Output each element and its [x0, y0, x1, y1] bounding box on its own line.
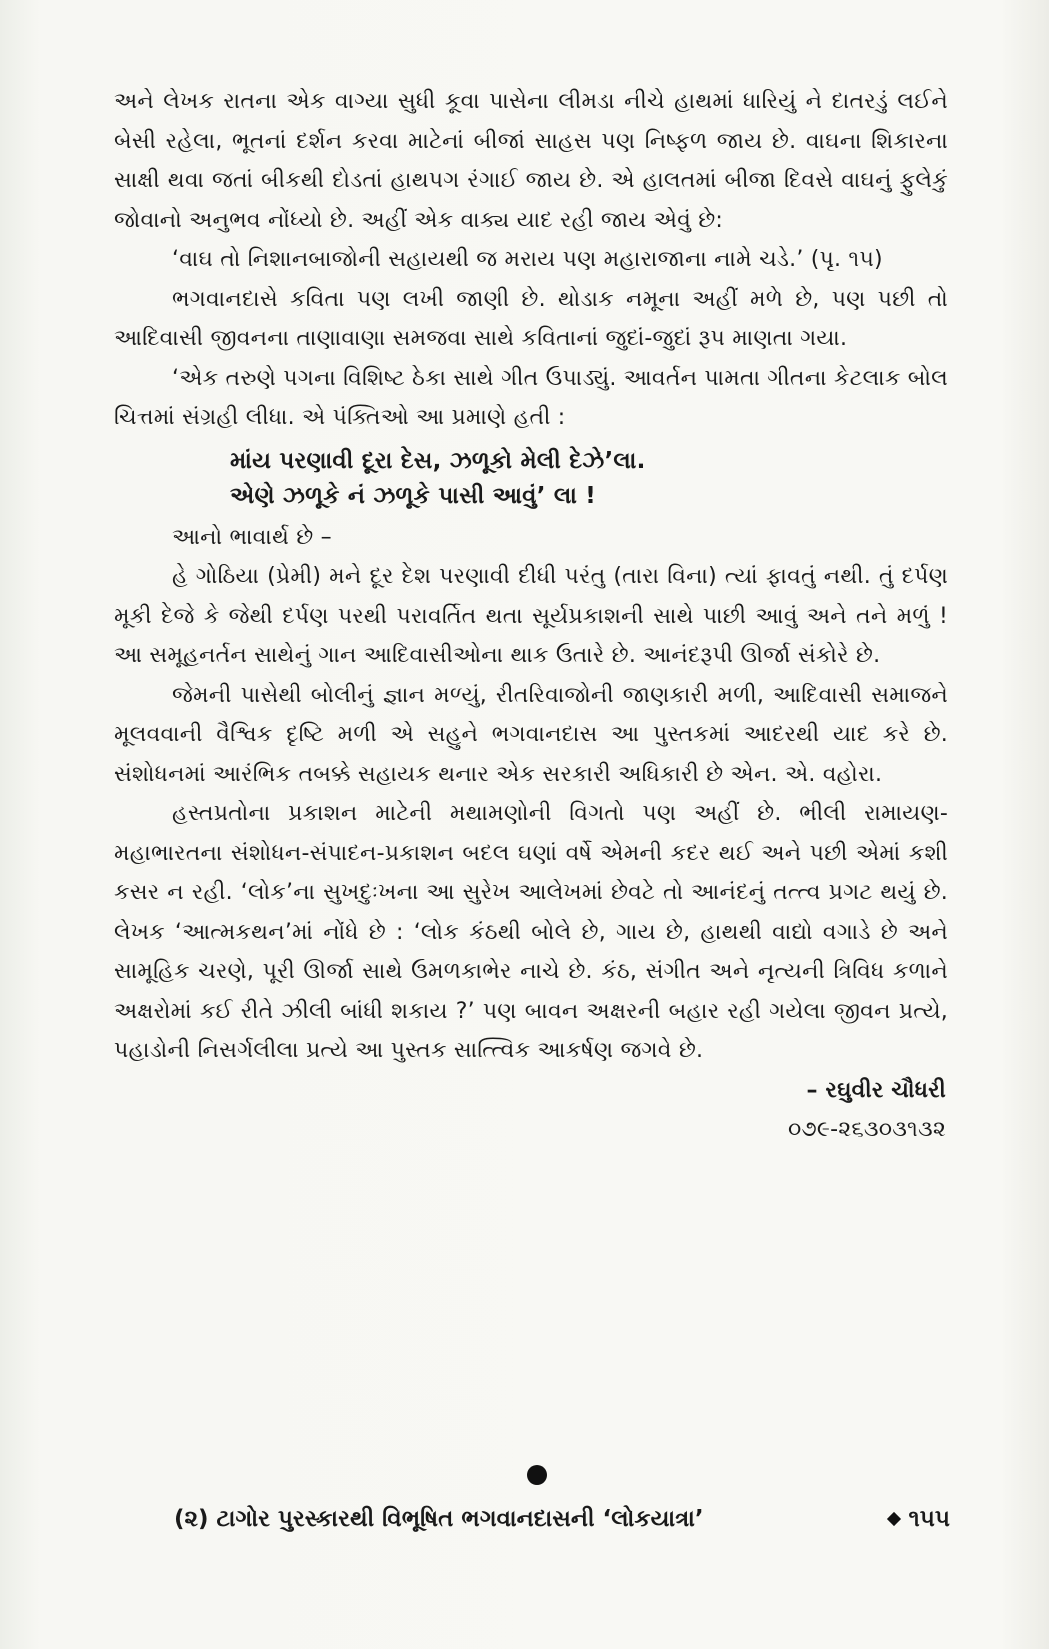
- paragraph-5: હસ્તપ્રતોના પ્રકાશન માટેની મથામણોની વિગતો પણ અહીં છે. ભીલી રામાયણ-મહાભારતના સંશોધન-સંપાદન-પ્રકાશન બદલ ઘણાં વર્ષે એમની કદર થઈ અને પછી એમાં કશી કસર ન રહી. ‘લોક’ના સુખદુઃખના આ સુરેખ આલેખમાં છેવટે તો આનંદનું તત્ત્વ પ્રગટ થયું છે. લેખક ‘આત્મકથન’માં નોંધે છે : ‘લોક કંઠથી બોલે છે, ગાય છે, હાથથી વાદ્યો વગાડે છે અને સામૂહિક ચરણે, પૂરી ઊર્જા સાથે ઉમળકાભેર નાચે છે. કંઠ, સંગીત અને નૃત્યની ત્રિવિધ કળાને અક્ષરોમાં કઈ રીતે ઝીલી બાંધી શકાય ?’ પણ બાવન અક્ષરની બહાર રહી ગયેલા જીવન પ્રત્યે, પહાડોની નિસર્ગલીલા પ્રત્યે આ પુસ્તક સાત્ત્વિક આકર્ષણ જગવે છે.: [114, 801, 948, 1063]
- section-end-bullet-icon: [527, 1465, 547, 1485]
- body-text: [114, 82, 948, 1150]
- paragraph-3: હે ગોઠિયા (પ્રેમી) મને દૂર દેશ પરણાવી દીધી પરંતુ (તારા વિના) ત્યાં ફાવતું નથી. તું દર્પણ મૂકી દેજે કે જેથી દર્પણ પરથી પરાવર્તિત થતા સૂર્યપ્રકાશની સાથે પાછી આવું અને તને મળું ! આ સમૂહનર્તન સાથેનું ગાન આદિવાસીઓના થાક ઉતારે છે. આનંદરૂપી ઊર્જા સંકોરે છે.: [114, 564, 948, 668]
- poem-line-1: માંય પરણાવી દૂરા દેસ, ઝળૂકો મેલી દેઝે’લા.: [230, 447, 646, 474]
- poem: [114, 444, 948, 514]
- page-footer: [174, 1506, 950, 1532]
- meaning-intro: આનો ભાવાર્થ છે –: [172, 524, 332, 550]
- author-signature: – રઘુવીર ચૌધરી: [806, 1077, 946, 1103]
- poem-line-2: એણે ઝળૂકે નં ઝળૂકે પાસી આવું’ લા !: [230, 482, 596, 509]
- author-phone: ૦૭૯-૨૬૩૦૩૧૩૨: [787, 1117, 946, 1142]
- paragraph-2: ભગવાનદાસે કવિતા પણ લખી જાણી છે. થોડાક નમૂના અહીં મળે છે, પણ પછી તો આદિવાસી જીવનના તાણાવાણા સમજવા સાથે કવિતાનાં જુદાં-જુદાં રૂપ માણતા ગયા.: [114, 286, 948, 351]
- quote-1: ‘વાઘ તો નિશાનબાજોની સહાયથી જ મરાય પણ મહારાજાના નામે ચડે.’ (પૃ. ૧૫): [172, 247, 883, 272]
- paragraph-1: અને લેખક રાતના એક વાગ્યા સુધી કૂવા પાસેના લીમડા નીચે હાથમાં ધારિયું ને દાતરડું લઈને બેસી રહેલા, ભૂતનાં દર્શન કરવા માટેનાં બીજાં સાહસ પણ નિષ્ફળ જાય છે. વાઘના શિકારના સાક્ષી થવા જતાં બીકથી દોડતાં હાથપગ રંગાઈ જાય છે. એ હાલતમાં બીજા દિવસે વાઘનું ફુલેકું જોવાનો અનુભવ નોંધ્યો છે. અહીં એક વાક્ય યાદ રહી જાય એવું છે:: [114, 89, 948, 233]
- quote-2: ‘એક તરુણે પગના વિશિષ્ટ ઠેકા સાથે ગીત ઉપાડ્યું. આવર્તન પામતા ગીતના કેટલાક બોલ ચિત્તમાં સંગ્રહી લીધા. એ પંક્તિઓ આ પ્રમાણે હતી :: [114, 365, 948, 430]
- footer-title: (૨) ટાગોર પુરસ્કારથી વિભૂષિત ભગવાનદાસની ‘લોકયાત્રા’: [174, 1506, 704, 1532]
- diamond-icon: [886, 1512, 900, 1526]
- page-number: ૧૫૫: [908, 1506, 950, 1532]
- paragraph-4: જેમની પાસેથી બોલીનું જ્ઞાન મળ્યું, રીતરિવાજોની જાણકારી મળી, આદિવાસી સમાજને મૂલવવાની વૈશ્વિક દૃષ્ટિ મળી એ સહુને ભગવાનદાસ આ પુસ્તકમાં આદરથી યાદ કરે છે. સંશોધનમાં આરંભિક તબક્કે સહાયક થનાર એક સરકારી અધિકારી છે એન. એ. વહોરા.: [114, 682, 948, 787]
- page-number-group: [889, 1506, 951, 1532]
